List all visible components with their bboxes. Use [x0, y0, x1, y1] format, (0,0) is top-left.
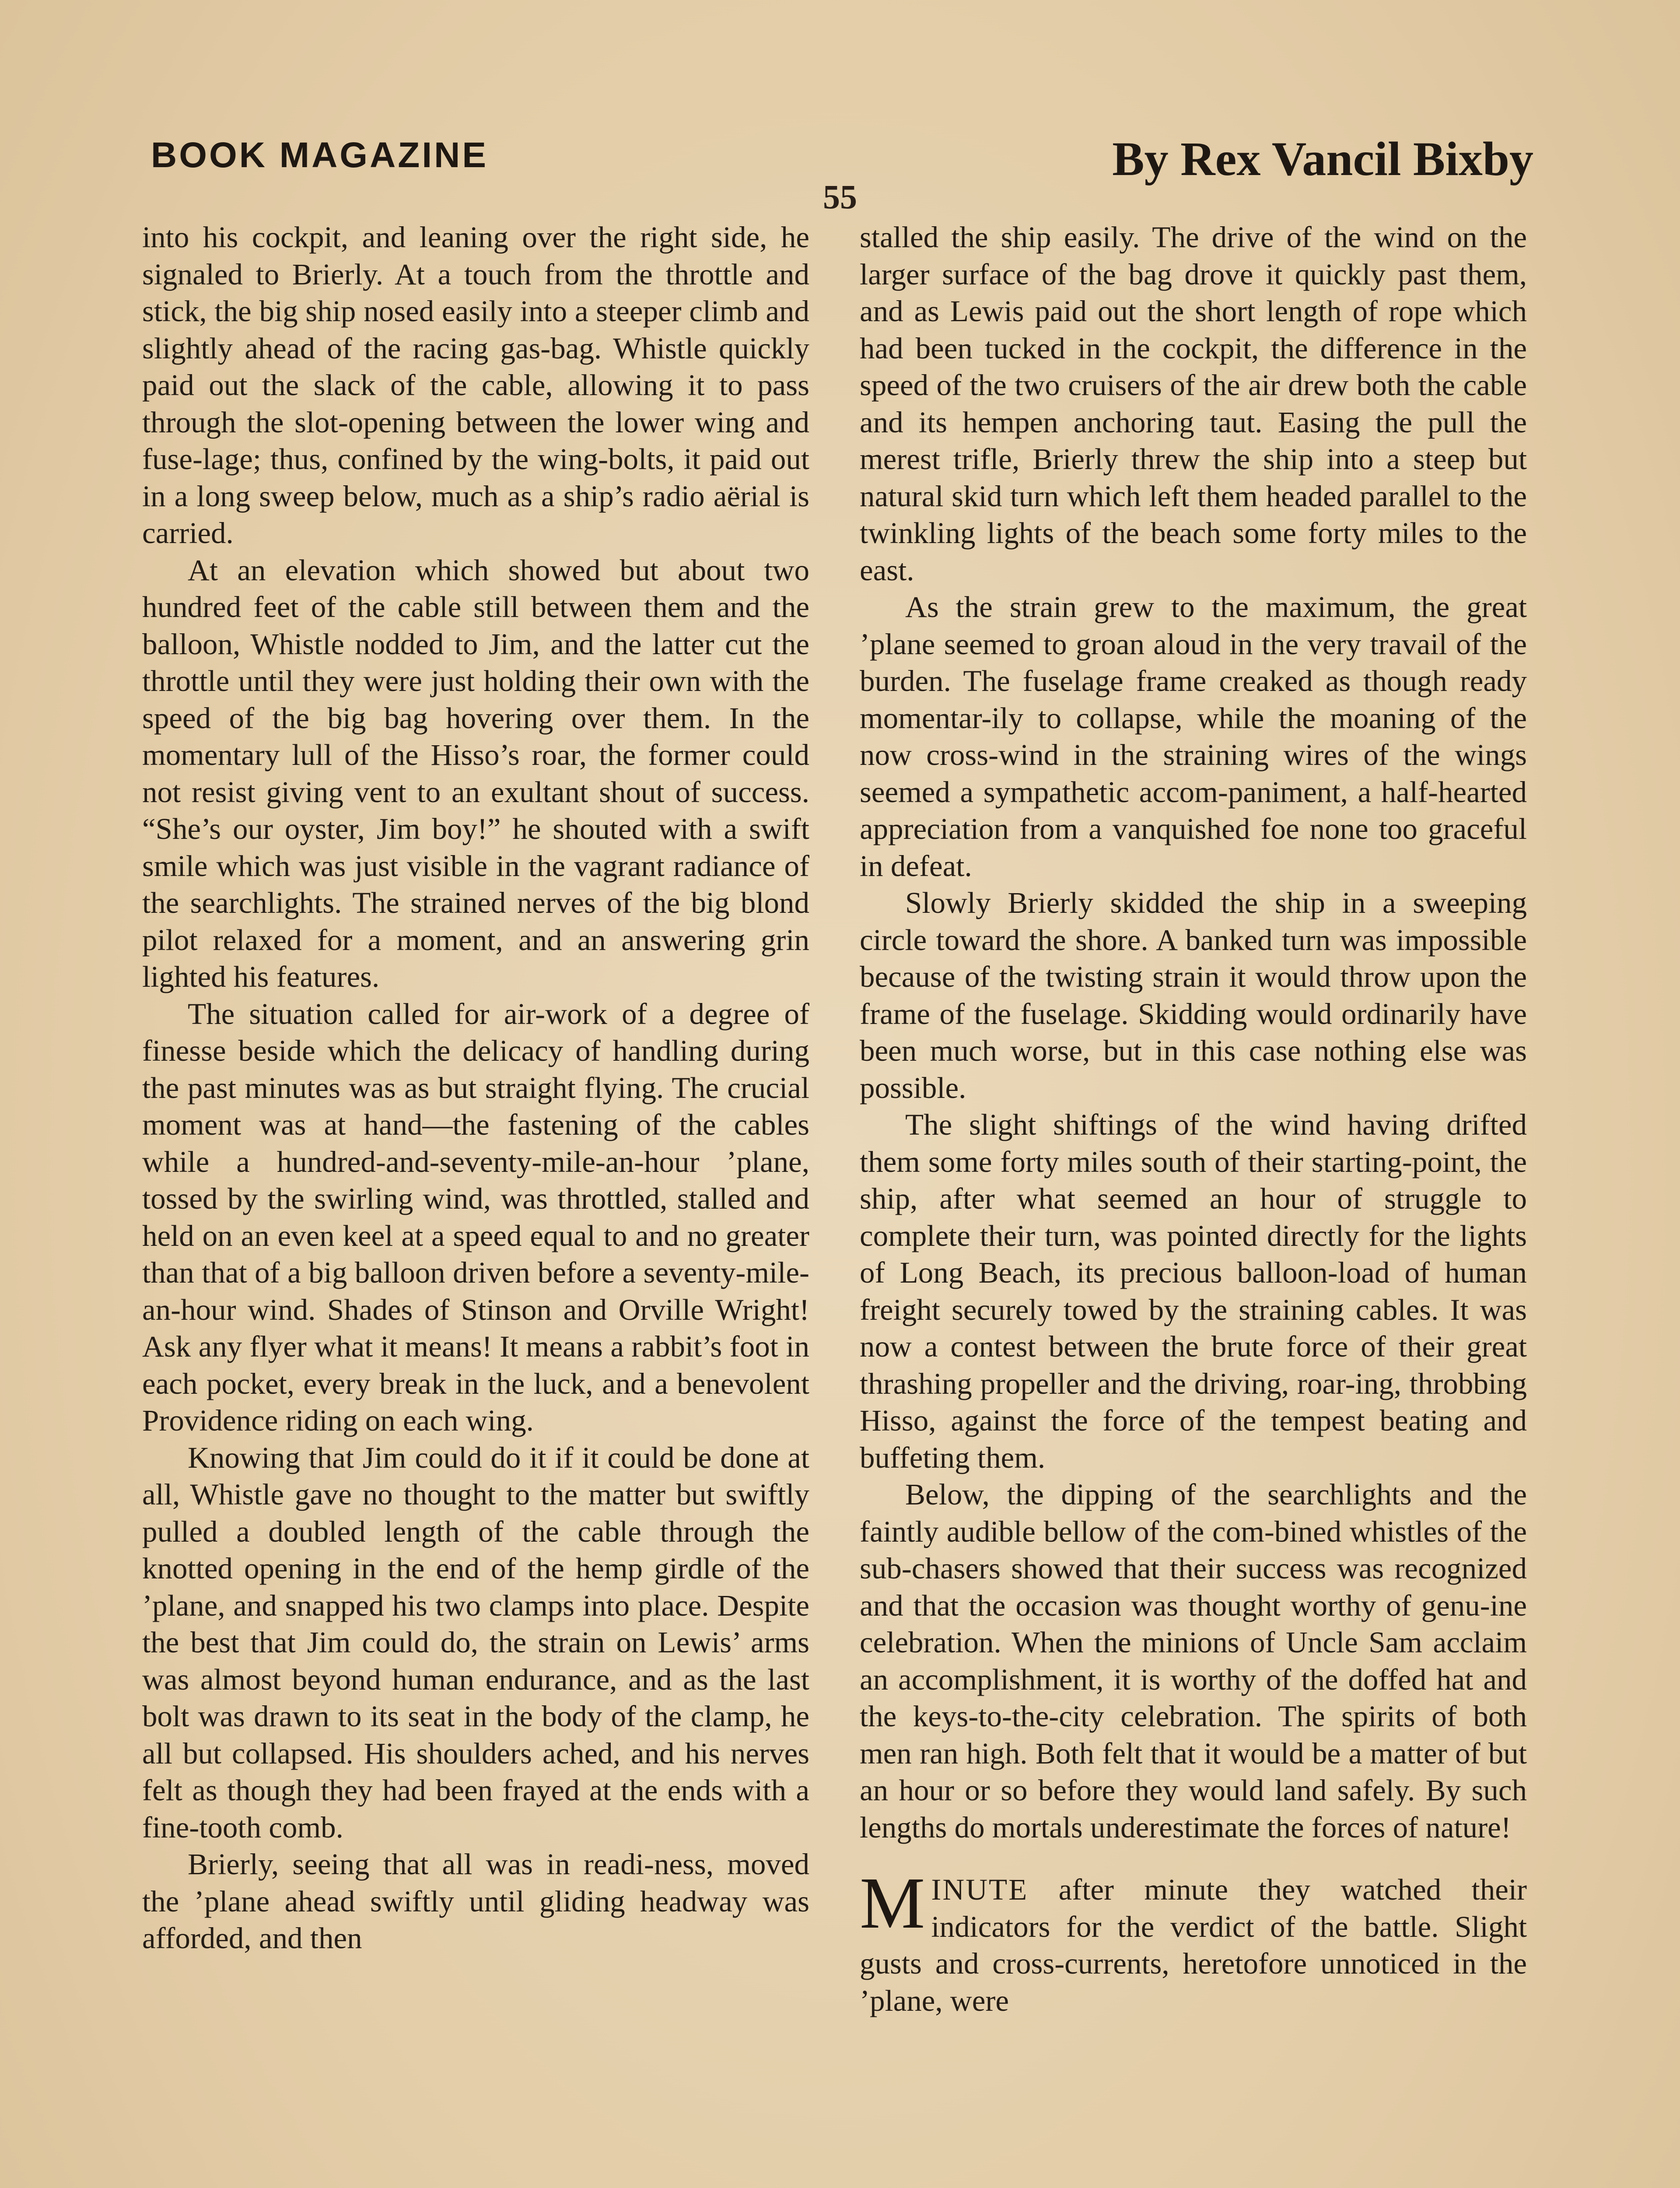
paragraph: The slight shiftings of the wind having drifted them some forty miles south of their starting-point, the ship, after what seemed an hour of struggle to complete their turn, was pointed directly for the lights of Long Beach, its precious balloon-load of human freight securely towed by the straining cables. It was now a contest between the brute force of their great thrashing propeller and the driving, roar-ing, throbbing Hisso, against the force of the tempest beating and buffeting them. [860, 1108, 1527, 1474]
paragraph: stalled the ship easily. The drive of the wind on the larger surface of the bag drove it quickly past them, and as Lewis paid out the short length of rope which had been tucked in the cockpit, the difference in the speed of the two cruisers of the air drew both the cable and its hempen anchoring taut. Easing the pull the merest trifle, Brierly threw the ship into a steep but natural skid turn which left them headed parallel to the twinkling lights of the beach some forty miles to the east. [860, 221, 1527, 587]
paragraph: Below, the dipping of the searchlights and the faintly audible bellow of the com-bined whistles of the sub-chasers showed that their success was recognized and that the occasion was thought worthy of genu-ine celebration. When the minions of Uncle Sam acclaim an accomplishment, it is worthy of the doffed hat and the keys-to-the-city celebration. The spirits of both men ran high. Both felt that it would be a matter of but an hour or so before they would land safely. By such lengths do mortals underestimate the forces of nature! [860, 1478, 1527, 1844]
section-break-text: after minute they watched their indicators for the verdict of the battle. Slight gusts and cross-currents, heretofore unnoticed in the ’plane, were [860, 1873, 1527, 2017]
lead-caps: INUTE [931, 1873, 1029, 1906]
author-byline: By Rex Vancil Bixby [1112, 132, 1533, 186]
paragraph: Brierly, seeing that all was in readi-ness, moved the ’plane ahead swiftly until gliding headway was afforded, and then [142, 1848, 809, 1955]
paragraph: At an elevation which showed but about two hundred feet of the cable still between them and the balloon, Whistle nodded to Jim, and the latter cut the throttle until they were just holding their own with the speed of the big bag hovering over them. In the momentary lull of the Hisso’s roar, the former could not resist giving vent to an exultant shout of success. “She’s our oyster, Jim boy!” he shouted with a swift smile which was just visible in the vagrant radiance of the searchlights. The strained nerves of the big blond pilot relaxed for a moment, and an answering grin lighted his features. [142, 553, 809, 993]
page-number: 55 [823, 178, 857, 216]
paragraph: The situation called for air-work of a degree of finesse beside which the delicacy of handling during the past minutes was as but straight flying. The crucial moment was at hand—the fastening of the cables while a hundred-and-seventy-mile-an-hour ’plane, tossed by the swirling wind, was throttled, stalled and held on an even keel at a speed equal to and no greater than that of a big balloon driven before a seventy-mile-an-hour wind. Shades of Stinson and Orville Wright! Ask any flyer what it means! It means a rabbit’s foot in each pocket, every break in the luck, and a benevolent Providence riding on each wing. [142, 997, 809, 1437]
drop-cap: M [860, 1862, 925, 1944]
left-column [142, 219, 809, 2188]
paragraph: Slowly Brierly skidded the ship in a sweeping circle toward the shore. A banked turn was impossible because of the twisting strain it would throw upon the frame of the fuselage. Skidding would ordinarily have been much worse, but in this case nothing else was possible. [860, 886, 1527, 1105]
right-column [860, 219, 1527, 2188]
paragraph: Knowing that Jim could do it if it could be done at all, Whistle gave no thought to the matter but swiftly pulled a doubled length of the cable through the knotted opening in the end of the hemp girdle of the ’plane, and snapped his two clamps into place. Despite the best that Jim could do, the strain on Lewis’ arms was almost beyond human endurance, and as the last bolt was drawn to its seat in the body of the clamp, he all but collapsed. His shoulders ached, and his nerves felt as though they had been frayed at the ends with a fine-tooth comb. [142, 1441, 809, 1844]
section-break-paragraph [860, 1862, 1527, 2019]
paragraph: As the strain grew to the maximum, the great ’plane seemed to groan aloud in the very travail of the burden. The fuselage frame creaked as though ready momentar-ily to collapse, while the moaning of the now cross-wind in the straining wires of the wings seemed a sympathetic accom-paniment, a half-hearted appreciation from a vanquished foe none too graceful in defeat. [860, 590, 1527, 883]
paragraph: into his cockpit, and leaning over the right side, he signaled to Brierly. At a touch from the throttle and stick, the big ship nosed easily into a steeper climb and slightly ahead of the racing gas-bag. Whistle quickly paid out the slack of the cable, allowing it to pass through the slot-opening between the lower wing and fuse-lage; thus, confined by the wing-bolts, it paid out in a long sweep below, much as a ship’s radio aërial is carried. [142, 221, 809, 550]
magazine-title: BOOK MAGAZINE [151, 135, 489, 175]
